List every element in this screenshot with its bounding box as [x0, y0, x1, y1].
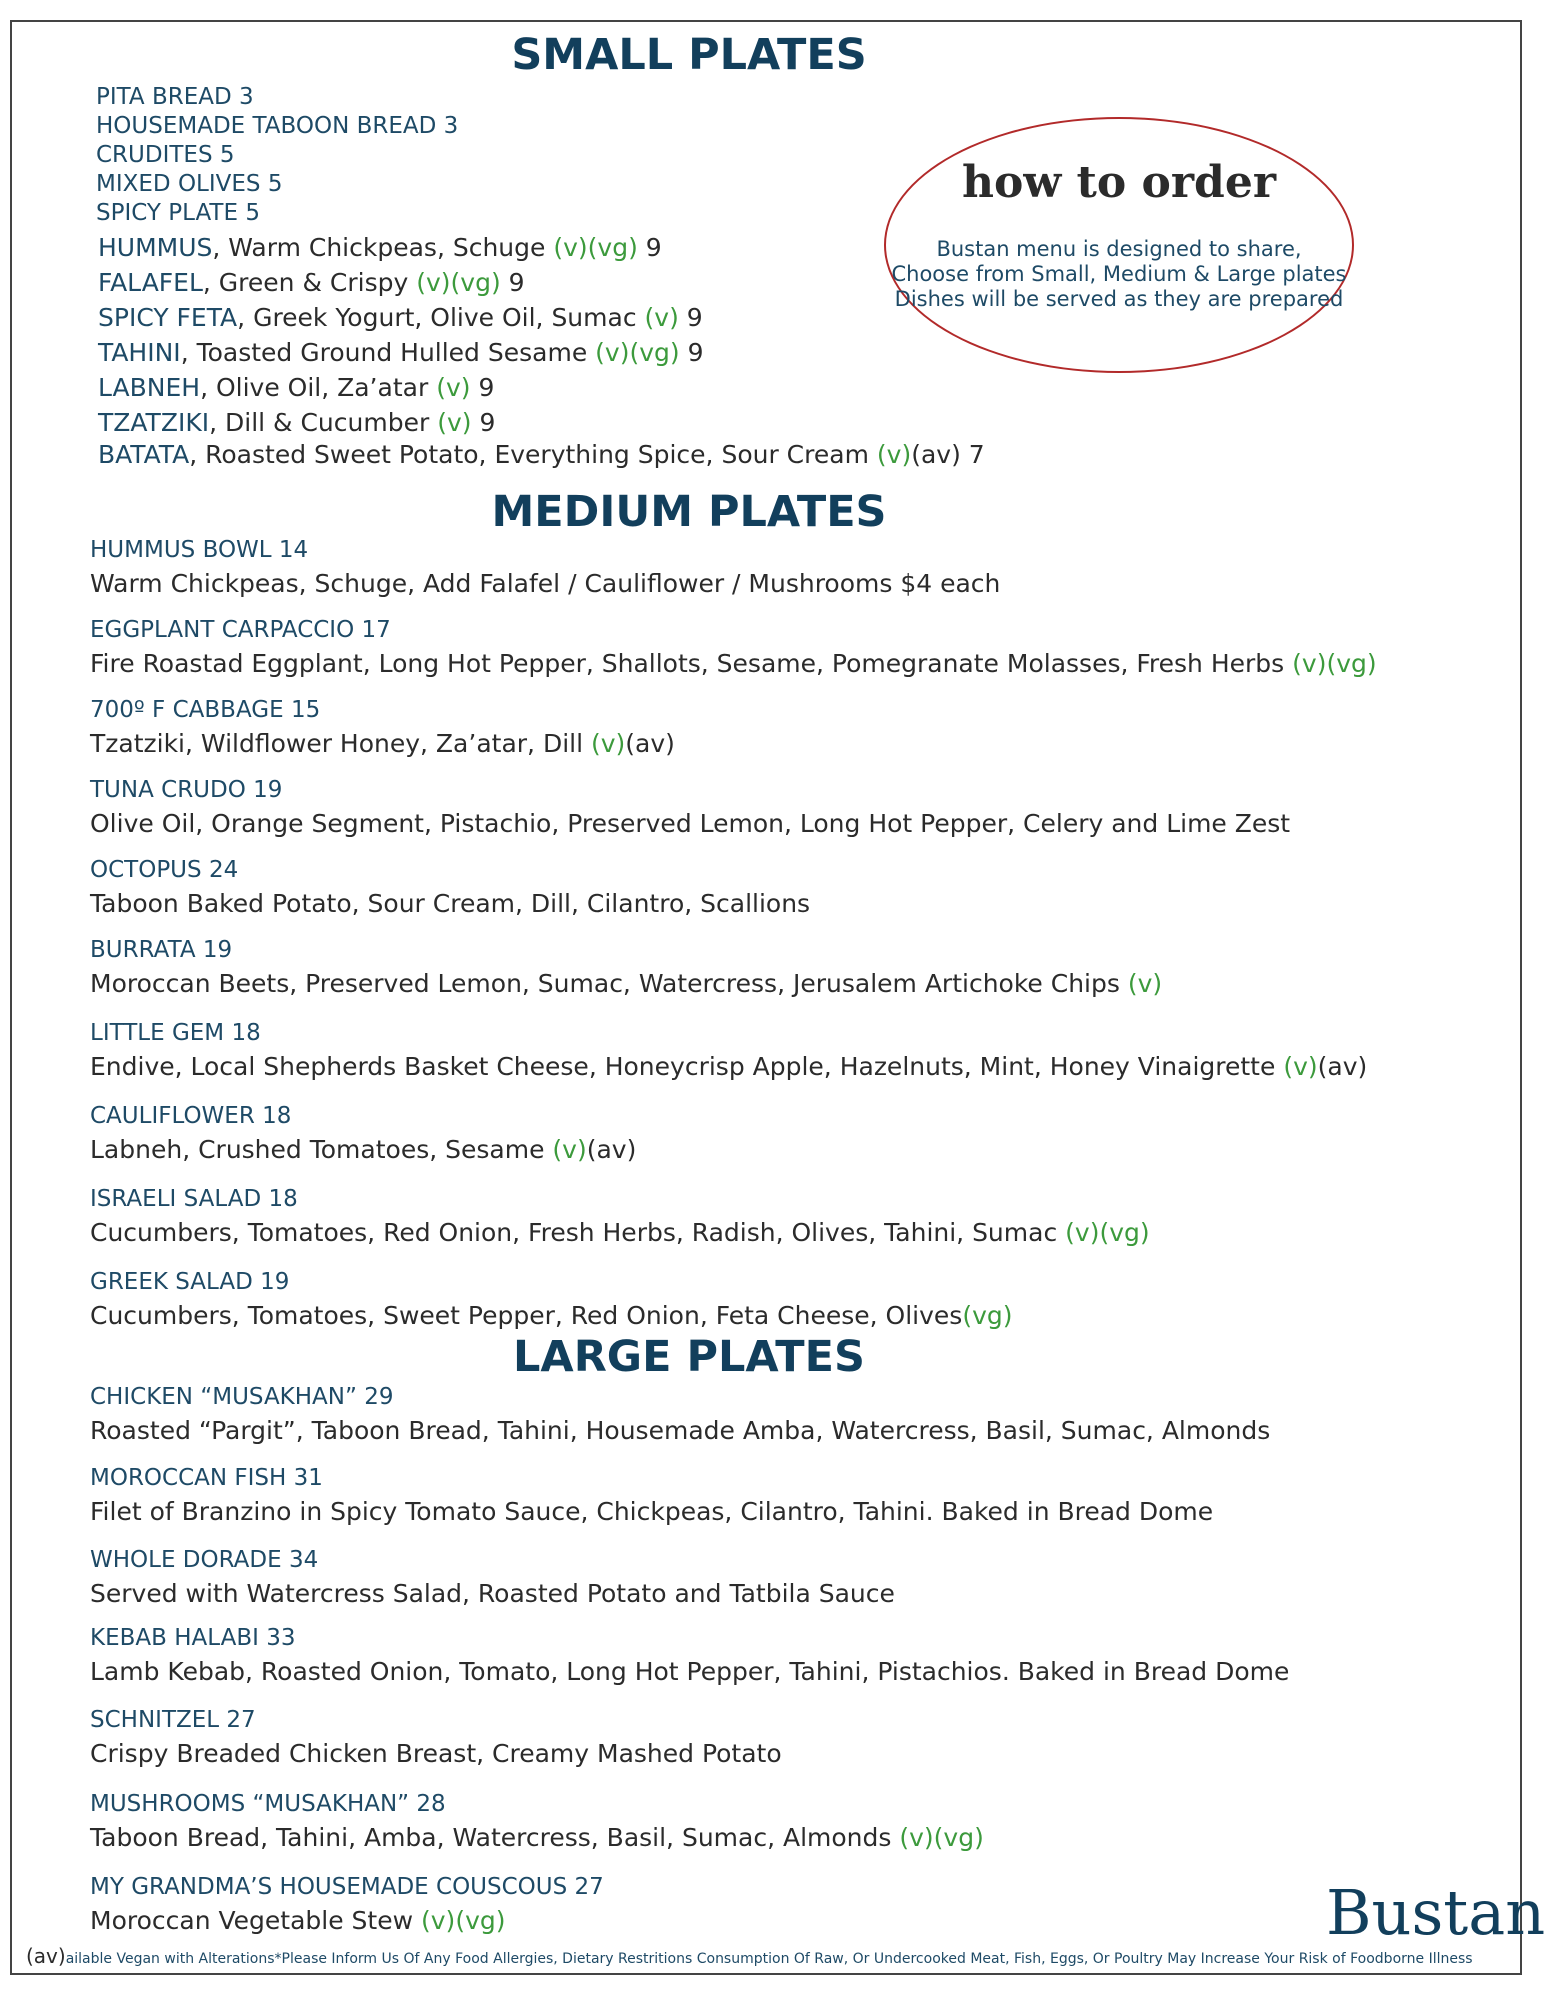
small-item: MIXED OLIVES 5 [96, 171, 283, 197]
small-item: PITA BREAD 3 [96, 84, 254, 110]
dip-item: HUMMUS, Warm Chickpeas, Schuge (v)(vg) 9 [98, 233, 662, 262]
medium-item: HUMMUS BOWL 14 Warm Chickpeas, Schuge, Add Falafel / Cauliflower / Mushrooms $4 each [90, 537, 1001, 598]
small-plates-title: SMALL PLATES [511, 30, 867, 80]
medium-item: LITTLE GEM 18 Endive, Local Shepherds Basket Cheese, Honeycrisp Apple, Hazelnuts, Mint, Honey Vinaigrette (v)(av) [90, 1020, 1368, 1081]
dip-item: TAHINI, Toasted Ground Hulled Sesame (v)(vg) 9 [98, 338, 704, 367]
large-item: MOROCCAN FISH 31 Filet of Branzino in Spicy Tomato Sauce, Chickpeas, Cilantro, Tahini. Baked in Bread Dome [90, 1465, 1214, 1526]
how-to-order-line: Choose from Small, Medium & Large plates [891, 262, 1347, 286]
how-to-order-line: Bustan menu is designed to share, [936, 237, 1302, 261]
bustan-logo: Bustan [1326, 1876, 1545, 1949]
small-item: HOUSEMADE TABOON BREAD 3 [96, 113, 459, 139]
dip-item: TZATZIKI, Dill & Cucumber (v) 9 [98, 408, 496, 437]
dip-item: SPICY FETA, Greek Yogurt, Olive Oil, Sumac (v) 9 [98, 303, 703, 332]
medium-plates-title: MEDIUM PLATES [491, 487, 887, 537]
large-item: KEBAB HALABI 33 Lamb Kebab, Roasted Onion, Tomato, Long Hot Pepper, Tahini, Pistachios. Baked in Bread Dome [90, 1625, 1290, 1686]
large-item: WHOLE DORADE 34 Served with Watercress Salad, Roasted Potato and Tatbila Sauce [90, 1547, 895, 1608]
medium-item: EGGPLANT CARPACCIO 17 Fire Roastad Eggplant, Long Hot Pepper, Shallots, Sesame, Pomegranate Molasses, Fresh Herbs (v)(vg) [90, 617, 1377, 678]
how-to-order-title: how to order [962, 157, 1276, 208]
large-item: SCHNITZEL 27 Crispy Breaded Chicken Breast, Creamy Mashed Potato [90, 1707, 782, 1768]
medium-item: GREEK SALAD 19 Cucumbers, Tomatoes, Sweet Pepper, Red Onion, Feta Cheese, Olives(vg) [90, 1269, 1013, 1330]
dip-item: LABNEH, Olive Oil, Za’atar (v) 9 [98, 373, 495, 402]
dip-item: BATATA, Roasted Sweet Potato, Everything Spice, Sour Cream (v)(av) 7 [98, 440, 985, 469]
small-item: SPICY PLATE 5 [96, 200, 260, 226]
medium-item: 700º F CABBAGE 15 Tzatziki, Wildflower Honey, Za’atar, Dill (v)(av) [90, 697, 675, 758]
large-plates-title: LARGE PLATES [513, 1332, 865, 1382]
medium-item: BURRATA 19 Moroccan Beets, Preserved Lemon, Sumac, Watercress, Jerusalem Artichoke Chips (v) [90, 937, 1163, 998]
dip-item: FALAFEL, Green & Crispy (v)(vg) 9 [98, 268, 525, 297]
how-to-order-box [884, 117, 1347, 373]
how-to-order-line: Dishes will be served as they are prepared [894, 287, 1344, 311]
large-item: MY GRANDMA’S HOUSEMADE COUSCOUS 27 Moroccan Vegetable Stew (v)(vg) [90, 1874, 604, 1935]
allergy-footer: (av)ailable Vegan with Alterations*Please Inform Us Of Any Food Allergies, Dietary Restritions Consumption Of Raw, Or Undercooked Meat, Fish, Eggs, Or Poultry May Increase Your Risk of Foodborne Illness [26, 1944, 1473, 1968]
small-item: CRUDITES 5 [96, 142, 235, 168]
large-item: CHICKEN “MUSAKHAN” 29 Roasted “Pargit”, Taboon Bread, Tahini, Housemade Amba, Watercress, Basil, Sumac, Almonds [90, 1384, 1271, 1445]
large-item: MUSHROOMS “MUSAKHAN” 28 Taboon Bread, Tahini, Amba, Watercress, Basil, Sumac, Almonds (v)(vg) [90, 1791, 984, 1852]
medium-item: CAULIFLOWER 18 Labneh, Crushed Tomatoes, Sesame (v)(av) [90, 1103, 637, 1164]
medium-item: TUNA CRUDO 19 Olive Oil, Orange Segment, Pistachio, Preserved Lemon, Long Hot Pepper, Celery and Lime Zest [90, 777, 1291, 838]
medium-item: OCTOPUS 24 Taboon Baked Potato, Sour Cream, Dill, Cilantro, Scallions [90, 857, 811, 918]
medium-item: ISRAELI SALAD 18 Cucumbers, Tomatoes, Red Onion, Fresh Herbs, Radish, Olives, Tahini, Sumac (v)(vg) [90, 1186, 1150, 1247]
